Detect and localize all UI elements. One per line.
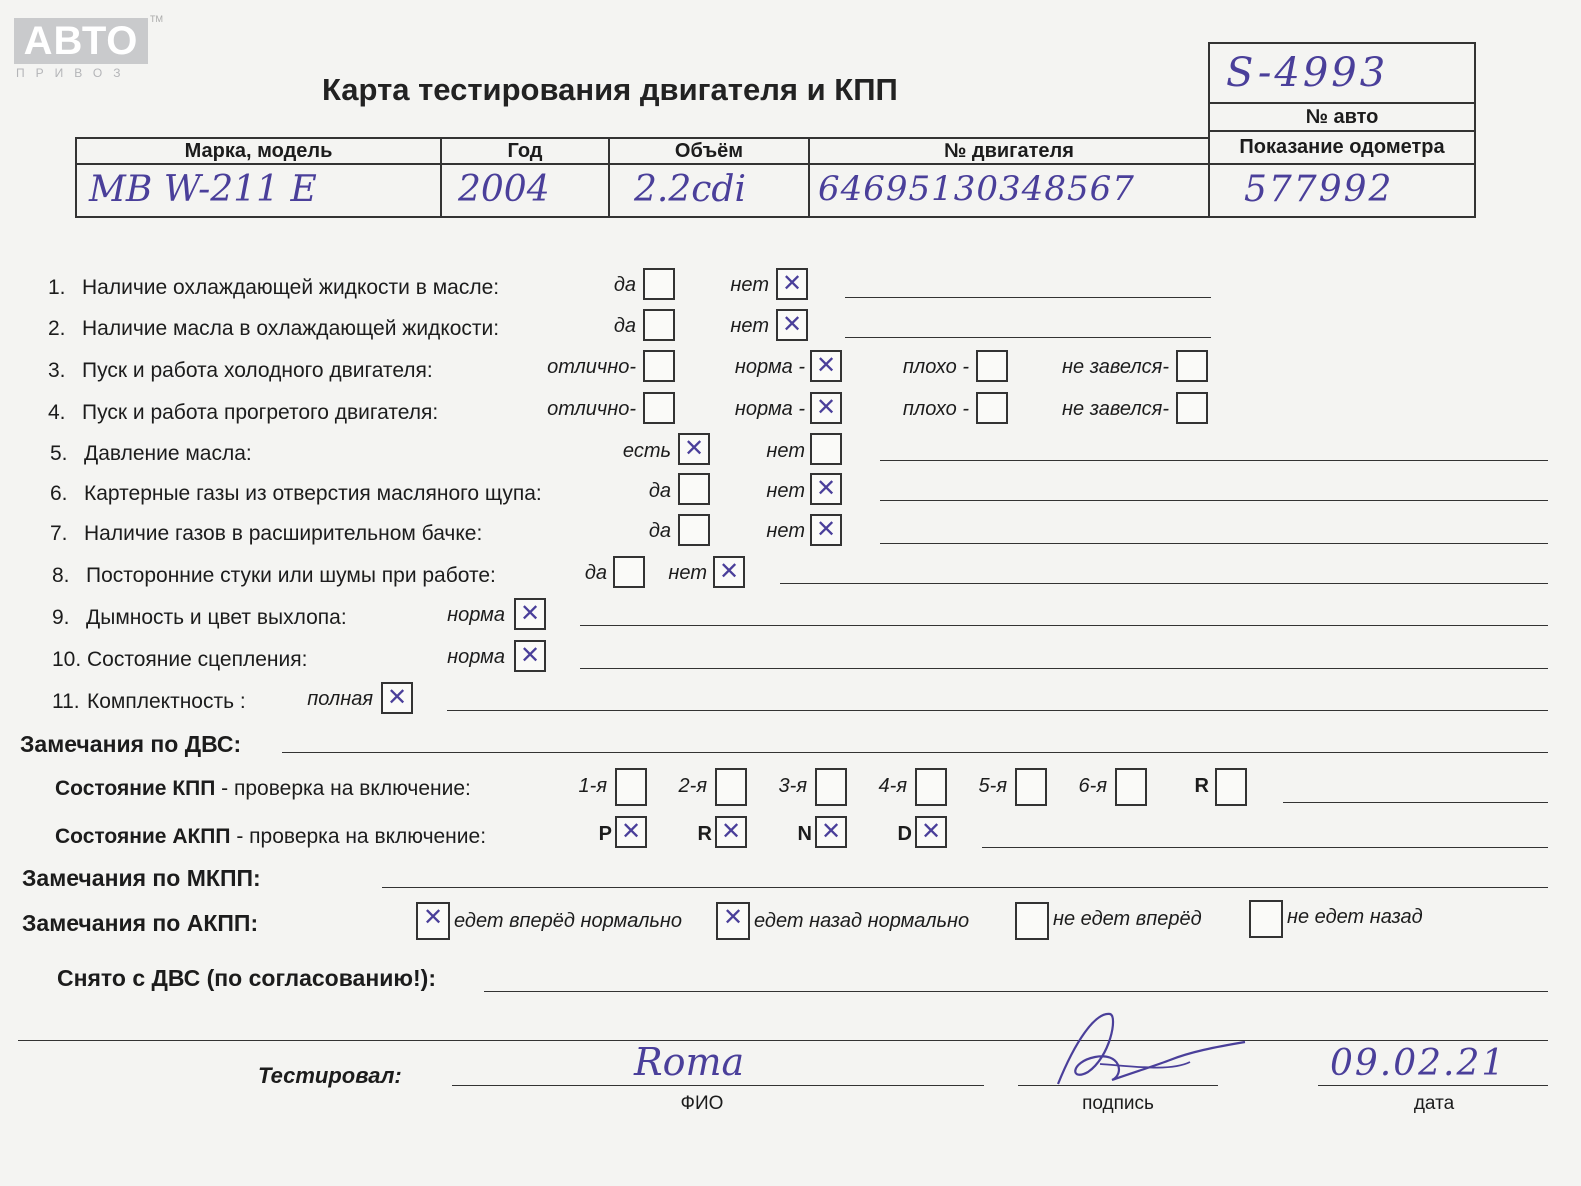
item-3-option-excellent-label: отлично- [547,356,636,378]
removed-from-engine-line[interactable] [484,991,1548,992]
tester-name-value: Roma [634,1040,745,1084]
item-8-note-line[interactable] [780,583,1548,584]
item-4-option-excellent-label: отлично- [547,398,636,420]
odometer-value: 577992 [1244,169,1394,210]
item-2-option-no-box[interactable] [776,309,808,341]
signature [1040,1002,1255,1092]
item-6-note-line[interactable] [880,500,1548,501]
item-3-option-normal-label: норма - [734,356,805,378]
item-3-option-excellent-box[interactable] [643,350,675,382]
item-4-option-no-start-box[interactable] [1176,392,1208,424]
item-2-number: 2. [48,317,66,340]
date-line[interactable] [1318,1085,1548,1086]
item-2-option-yes-label: да [613,315,636,337]
item-7-option-no-box[interactable] [810,514,842,546]
item-10-note-line[interactable] [580,668,1548,669]
make-value: МВ W-211 E [89,169,317,210]
item-1-option-no-label: нет [730,274,769,296]
akpp-gear-n-box[interactable] [815,816,847,848]
cell-engine-number [808,163,1210,218]
item-4-option-bad-box[interactable] [976,392,1008,424]
item-7-option-no-label: нет [766,520,805,542]
tested-by-label: Тестировал: [258,1063,402,1088]
item-11-option-full-label: полная [307,688,373,710]
item-10-option-normal-box[interactable] [514,640,546,672]
item-7-label: Наличие газов в расширительном бачке: [84,522,483,545]
kpp-gear-6-label: 6-я [1078,775,1107,797]
kpp-check-label-rest: - проверка на включение: [215,777,471,800]
akpp-forward-ok-box[interactable] [416,902,450,940]
kpp-gear-2-label: 2-я [678,775,707,797]
col-header-year: Год [440,137,610,165]
item-6-label: Картерные газы из отверстия масляного щупа: [84,482,542,505]
akpp-no-backward-label: не едет назад [1287,906,1423,928]
item-4-number: 4. [48,401,66,424]
remarks-engine-line[interactable] [282,752,1548,753]
akpp-check-label [55,825,486,849]
item-10-option-normal-label: норма [447,646,505,668]
item-1-option-yes-label: да [613,274,636,296]
cell-odometer [1208,163,1476,218]
item-7-note-line[interactable] [880,543,1548,544]
item-5-option-yes-box[interactable] [678,433,710,465]
item-9-number: 9. [52,606,70,629]
kpp-gear-r-box[interactable] [1215,768,1247,806]
item-1-label: Наличие охлаждающей жидкости в масле: [82,276,500,299]
item-3-option-bad-box[interactable] [976,350,1008,382]
akpp-gear-r-label: R [697,823,712,845]
akpp-no-forward-box[interactable] [1015,902,1049,940]
item-2-note-line[interactable] [845,337,1211,338]
item-3-number: 3. [48,359,66,382]
akpp-gear-d-label: D [897,823,912,845]
removed-from-engine-line-2[interactable] [18,1040,1548,1041]
item-6-option-no-label: нет [766,480,805,502]
item-5-number: 5. [50,442,68,465]
akpp-gear-p-label: P [598,823,612,845]
item-5-option-yes-label: есть [622,440,671,462]
remarks-mkpp-label: Замечания по МКПП: [22,865,261,891]
kpp-check-label [55,777,471,801]
cell-make [75,163,442,218]
akpp-backward-ok-box[interactable] [716,902,750,940]
item-9-option-normal-box[interactable] [514,598,546,630]
col-header-make: Марка, модель [75,137,442,165]
item-11-note-line[interactable] [447,710,1548,711]
item-11-number: 11. [52,690,80,713]
item-11-option-full-box[interactable] [381,682,413,714]
kpp-gear-5-label: 5-я [978,775,1007,797]
tester-name-line[interactable] [452,1085,984,1086]
remarks-mkpp-line[interactable] [382,887,1548,888]
item-4-option-excellent-box[interactable] [643,392,675,424]
akpp-check-label-rest: - проверка на включение: [230,825,487,848]
col-header-engine-number: № двигателя [808,137,1210,165]
col-header-odometer: Показание одометра [1208,130,1476,165]
item-4-option-bad-label: плохо - [902,398,969,420]
date-caption: дата [1413,1093,1455,1114]
item-7-number: 7. [50,522,68,545]
removed-from-engine-label: Снято с ДВС (по согласованию!): [57,965,436,991]
kpp-note-line[interactable] [1283,802,1548,803]
date-value: 09.02.21 [1330,1043,1507,1084]
item-8-option-no-box[interactable] [713,556,745,588]
akpp-check-label-bold: Состояние АКПП [55,825,231,848]
tester-name-caption: ФИО [680,1093,724,1114]
item-8-number: 8. [52,564,70,587]
item-6-option-no-box[interactable] [810,473,842,505]
auto-number-value: S-4993 [1226,50,1389,96]
col-header-volume: Объём [608,137,810,165]
kpp-gear-4-label: 4-я [878,775,907,797]
item-9-label: Дымность и цвет выхлопа: [86,606,347,629]
kpp-gear-5-box[interactable] [1015,768,1047,806]
page-title: Карта тестирования двигателя и КПП [322,72,898,107]
item-5-option-no-box[interactable] [810,433,842,465]
item-5-note-line[interactable] [880,460,1548,461]
remarks-akpp-label: Замечания по АКПП: [22,910,259,936]
item-8-option-yes-box[interactable] [613,556,645,588]
item-4-option-normal-label: норма - [734,398,805,420]
item-1-number: 1. [48,276,66,299]
kpp-gear-6-box[interactable] [1115,768,1147,806]
akpp-backward-ok-label: едет назад нормально [754,910,970,932]
engine-number-value: 64695130348567 [818,169,1135,209]
kpp-gear-r-label: R [1194,775,1209,797]
kpp-gear-3-label: 3-я [778,775,807,797]
item-4-option-normal-box[interactable] [810,392,842,424]
akpp-gear-r-box[interactable] [715,816,747,848]
cell-year [440,163,610,218]
volume-value: 2.2cdi [634,169,746,210]
akpp-gear-n-label: N [797,823,812,845]
kpp-gear-3-box[interactable] [815,768,847,806]
item-8-option-yes-label: да [584,562,607,584]
cell-volume [608,163,810,218]
kpp-gear-1-box[interactable] [615,768,647,806]
logo-trademark: TM [150,14,163,24]
item-10-label: Состояние сцепления: [87,648,308,671]
auto-number-box [1208,42,1476,104]
item-3-label: Пуск и работа холодного двигателя: [82,359,433,382]
item-3-option-no-start-box[interactable] [1176,350,1208,382]
item-3-option-no-start-label: не завелся- [1062,356,1169,378]
item-8-label: Посторонние стуки или шумы при работе: [86,564,496,587]
logo-subtitle: ПРИВОЗ [16,66,132,80]
item-2-option-no-label: нет [730,315,769,337]
kpp-gear-4-box[interactable] [915,768,947,806]
akpp-note-line[interactable] [982,847,1548,848]
signature-caption: подпись [1082,1093,1154,1114]
kpp-gear-2-box[interactable] [715,768,747,806]
year-value: 2004 [458,169,550,210]
akpp-gear-d-box[interactable] [915,816,947,848]
item-1-option-yes-box[interactable] [643,268,675,300]
item-4-label: Пуск и работа прогретого двигателя: [82,401,439,424]
item-3-option-normal-box[interactable] [810,350,842,382]
item-8-option-no-label: нет [668,562,707,584]
item-9-option-normal-label: норма [447,604,505,626]
item-6-option-yes-box[interactable] [678,473,710,505]
item-10-number: 10. [52,648,82,671]
item-2-option-yes-box[interactable] [643,309,675,341]
item-7-option-yes-label: да [648,520,671,542]
akpp-no-backward-box[interactable] [1249,900,1283,938]
remarks-engine-label: Замечания по ДВС: [20,731,242,757]
item-7-option-yes-box[interactable] [678,514,710,546]
item-6-number: 6. [50,482,68,505]
item-11-label: Комплектность : [87,690,246,713]
logo: АВТО [14,18,148,64]
kpp-check-label-bold: Состояние КПП [55,777,216,800]
item-5-option-no-label: нет [766,440,805,462]
item-5-label: Давление масла: [84,442,252,465]
akpp-no-forward-label: не едет вперёд [1053,908,1202,930]
item-4-option-no-start-label: не завелся- [1062,398,1169,420]
item-2-label: Наличие масла в охлаждающей жидкости: [82,317,500,340]
auto-number-label: № авто [1208,102,1476,132]
kpp-gear-1-label: 1-я [578,775,607,797]
akpp-forward-ok-label: едет вперёд нормально [454,910,683,932]
item-1-option-no-box[interactable] [776,268,808,300]
item-3-option-bad-label: плохо - [902,356,969,378]
item-6-option-yes-label: да [648,480,671,502]
item-9-note-line[interactable] [580,625,1548,626]
akpp-gear-p-box[interactable] [615,816,647,848]
item-1-note-line[interactable] [845,297,1211,298]
signature-line[interactable] [1018,1085,1218,1086]
